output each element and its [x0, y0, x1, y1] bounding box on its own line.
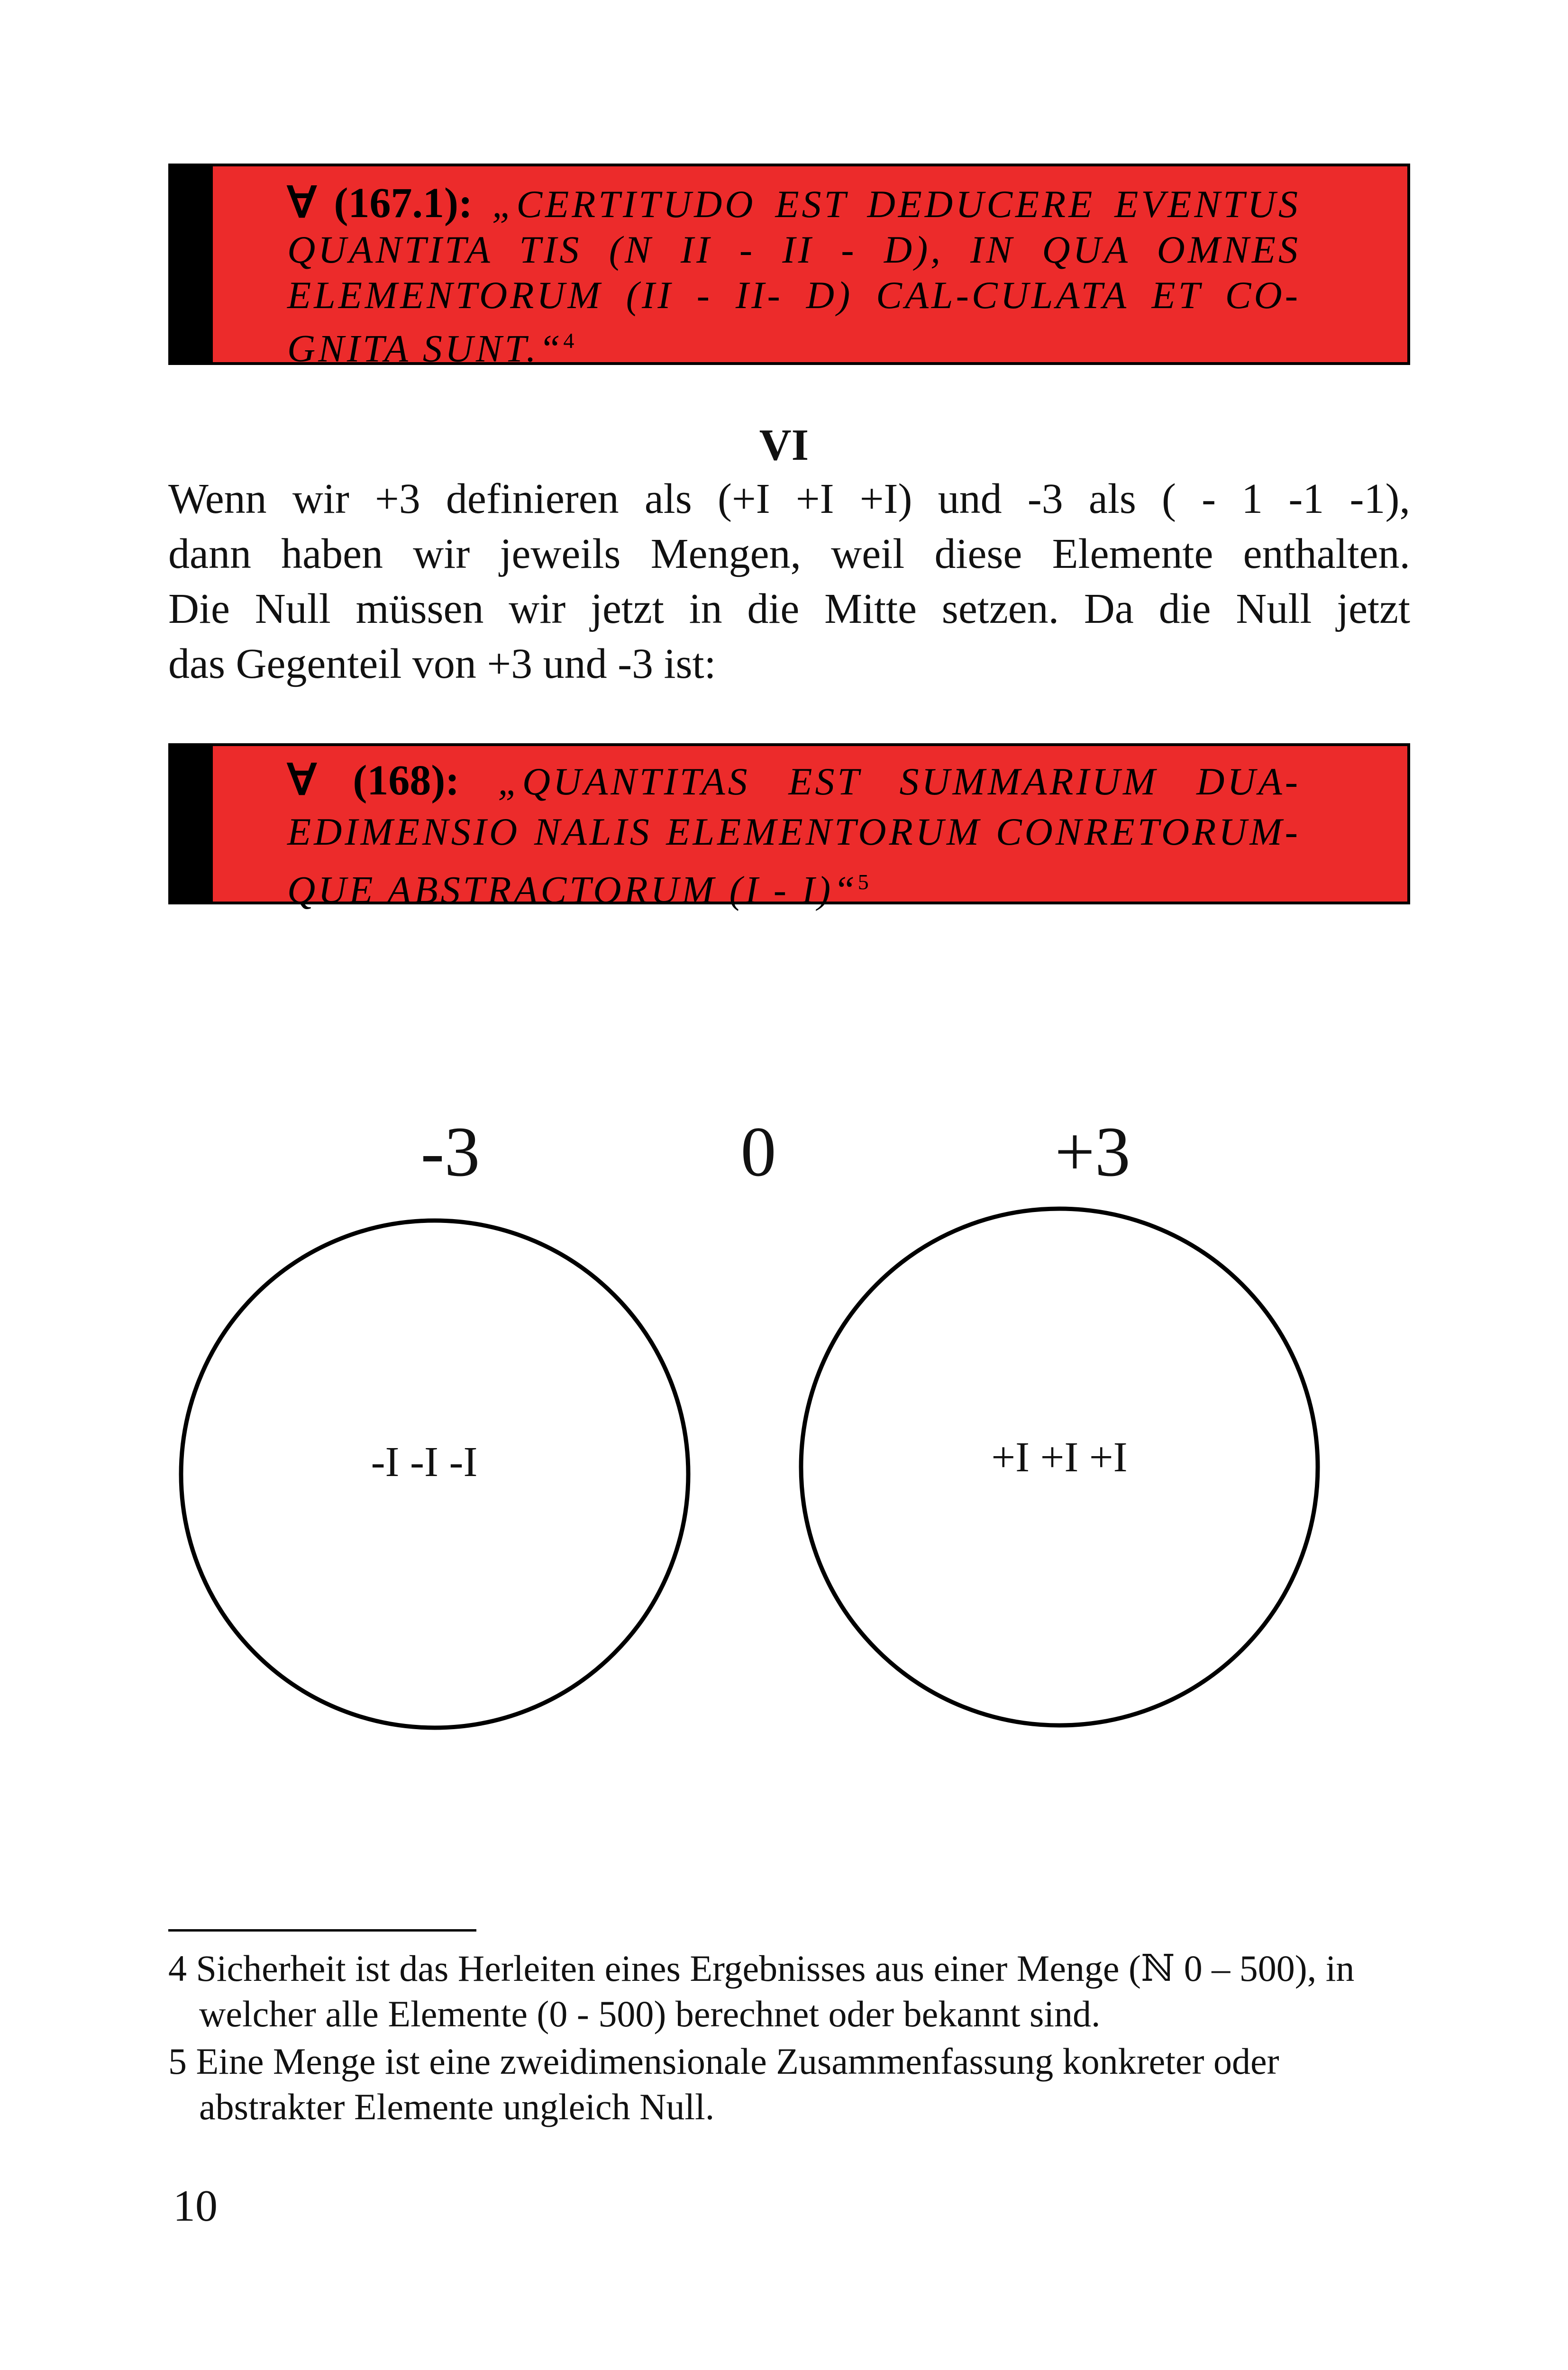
footnote: 4 Sicherheit ist das Herleiten eines Ergebnisses aus einer Menge (ℕ 0 – 500), in welcher alle Elemente (0 - 500) berechnet oder bekannt sind.	[168, 1948, 1355, 2034]
quote-reference: ∀ (168):	[287, 757, 460, 804]
paragraph-line: dann haben wir jeweils Mengen, weil diese Elemente enthalten.	[168, 530, 1410, 577]
set-diagram	[0, 1185, 1568, 1801]
negative-set-elements: -I -I -I	[371, 1439, 478, 1486]
quote-box-bar	[171, 746, 213, 902]
footnote-marker: 5	[857, 870, 869, 894]
quote-body: „CERTITUDO EST DEDUCERE EVENTUS QUANTITA TIS (N II - II - D), IN QUA OMNES ELEMENTORUM (II - II- D) CAL-CULATA ET CO-GNITA SUNT.“	[287, 182, 1301, 370]
label-zero: 0	[740, 1112, 776, 1191]
page-number: 10	[173, 2181, 218, 2231]
paragraph-line: Wenn wir +3 definieren als (+I +I +I) und -3 als ( - 1 -1 -1),	[168, 475, 1410, 522]
footnote-divider	[168, 1929, 476, 1932]
body-paragraph	[168, 472, 1410, 692]
paragraph-line: das Gegenteil von +3 und -3 ist:	[168, 640, 716, 687]
quote-text	[287, 181, 1301, 371]
paragraph-line: Die Null müssen wir jetzt in die Mitte setzen. Da die Null jetzt	[168, 585, 1410, 632]
footnotes	[168, 1946, 1410, 2132]
quote-box-167-1	[168, 164, 1410, 370]
quote-box-bar	[171, 166, 213, 362]
section-heading: VI	[759, 420, 809, 470]
footnote: 5 Eine Menge ist eine zweidimensionale Zusammenfassung konkreter oder abstrakter Elemente ungleich Null.	[168, 2041, 1279, 2127]
quote-reference: ∀ (167.1):	[287, 180, 473, 227]
quote-body: „QUANTITAS EST SUMMARIUM DUA-EDIMENSIO NALIS ELEMENTORUM CONRETORUM-QUE ABSTRACTORUM (I - I)“	[287, 760, 1301, 912]
label-negative-three: -3	[420, 1112, 480, 1191]
quote-text	[287, 756, 1301, 915]
positive-set-elements: +I +I +I	[991, 1434, 1128, 1481]
label-positive-three: +3	[1055, 1112, 1130, 1191]
quote-box-168	[168, 743, 1410, 912]
footnote-marker: 4	[563, 328, 574, 353]
